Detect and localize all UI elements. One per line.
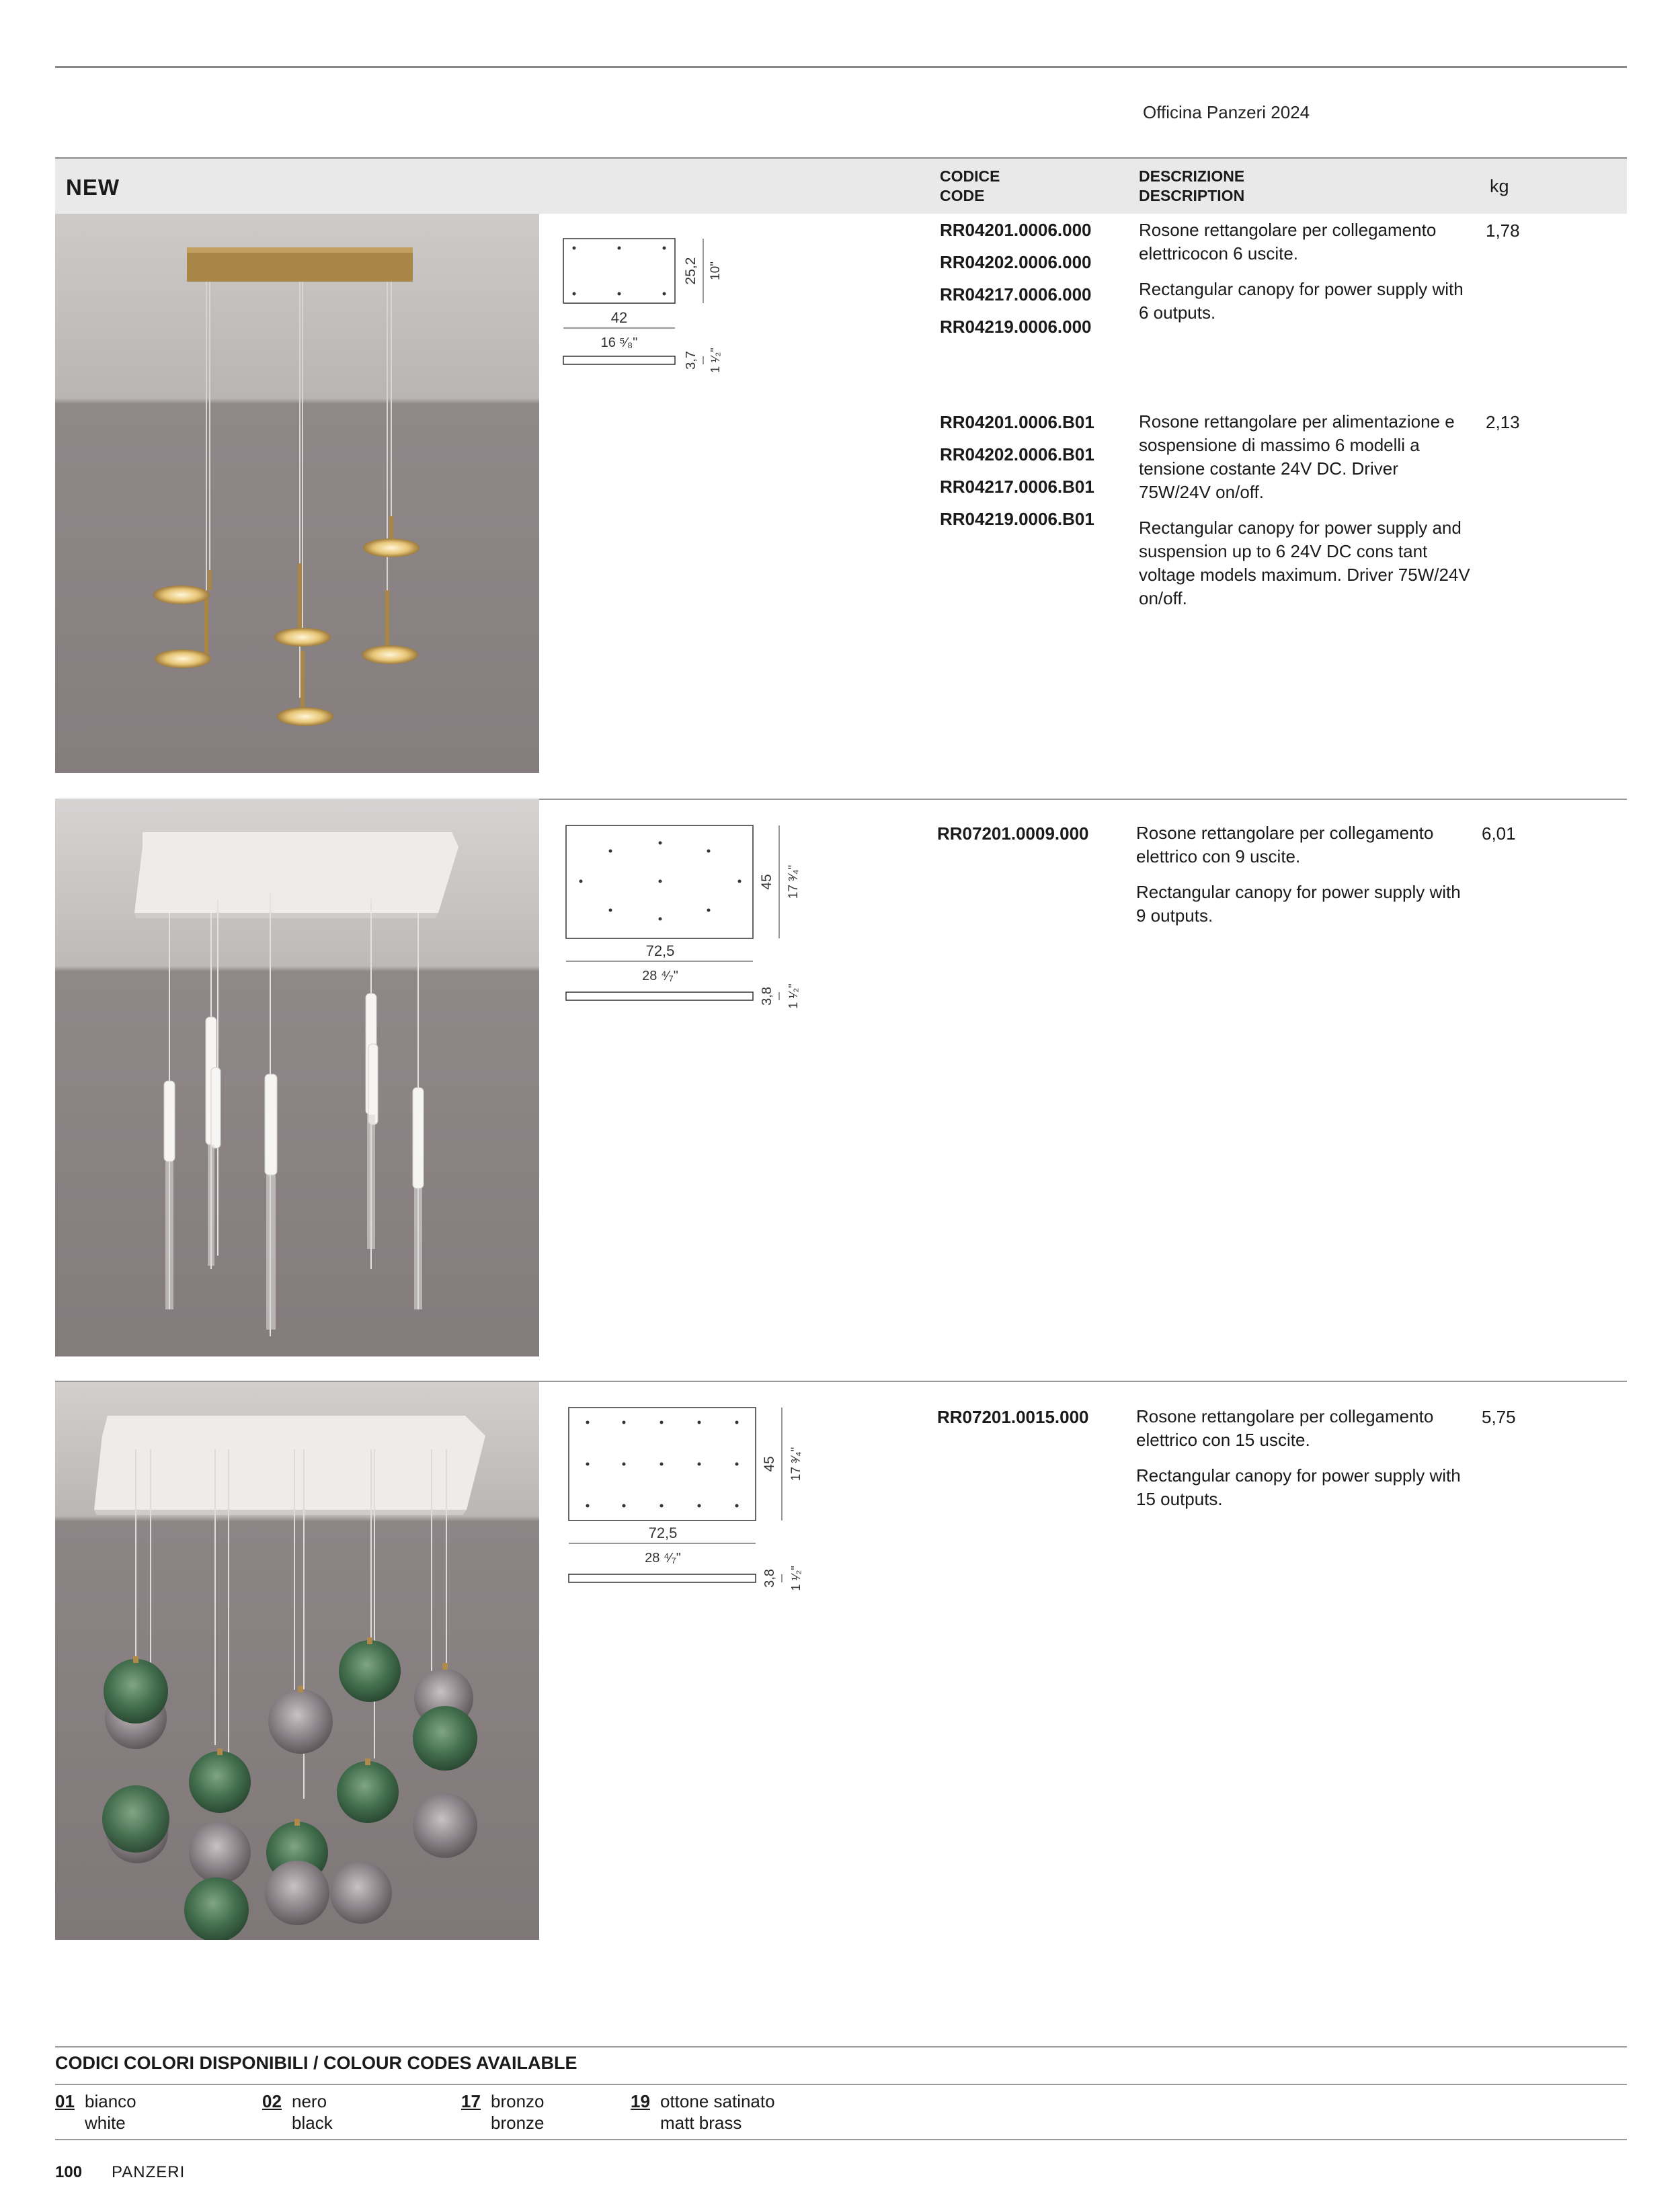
code-list bbox=[937, 1401, 1089, 1433]
product-weight: 1,78 bbox=[1486, 220, 1520, 241]
catalog-brand: Officina Panzeri 2024 bbox=[1143, 102, 1310, 122]
colour-code-number: 02 bbox=[262, 2091, 282, 2111]
description-en: Rectangular canopy for power supply with 6 outputs. bbox=[1139, 279, 1464, 323]
product-description bbox=[1136, 821, 1472, 940]
product-weight: 5,75 bbox=[1482, 1407, 1516, 1427]
drawing-depth-inches: 17 ³⁄₄" bbox=[787, 864, 801, 899]
product-description bbox=[1139, 410, 1475, 622]
colour-code-number: 19 bbox=[631, 2091, 650, 2111]
drawing-height-inches: 1 ¹⁄₂" bbox=[789, 1566, 803, 1591]
colour-codes-mid-rule bbox=[55, 2084, 1627, 2085]
code-list bbox=[940, 406, 1094, 535]
dimension-drawing-15-outputs bbox=[565, 1405, 827, 1600]
product-weight: 2,13 bbox=[1486, 412, 1520, 432]
product-description bbox=[1136, 1405, 1472, 1523]
dimension-drawing-9-outputs bbox=[562, 823, 824, 1018]
drawing-depth-inches: 10" bbox=[709, 261, 723, 280]
weight-column-header: kg bbox=[1490, 176, 1509, 196]
code-list bbox=[940, 214, 1092, 343]
product-description bbox=[1139, 218, 1475, 337]
drawing-height-inches: 1 ¹⁄₂" bbox=[709, 348, 722, 373]
colour-code-number: 01 bbox=[55, 2091, 75, 2111]
drawing-width: 42 bbox=[610, 309, 628, 326]
product-code: RR04202.0006.B01 bbox=[940, 444, 1094, 464]
product-code: RR04217.0006.000 bbox=[940, 284, 1092, 305]
colour-codes-bottom-rule bbox=[55, 2139, 1627, 2140]
product-code: RR07201.0009.000 bbox=[937, 823, 1089, 844]
product-code: RR04217.0006.B01 bbox=[940, 477, 1094, 497]
drawing-width-inches: 28 ⁴⁄₇" bbox=[645, 1551, 681, 1566]
code-header-en: CODE bbox=[940, 187, 985, 204]
product-code: RR04219.0006.000 bbox=[940, 317, 1092, 337]
colour-name-en: white bbox=[85, 2113, 126, 2133]
colour-name-en: matt brass bbox=[660, 2113, 742, 2133]
footer-brand: PANZERI bbox=[112, 2163, 186, 2181]
product-code: RR04201.0006.000 bbox=[940, 220, 1092, 240]
colour-name-it: ottone satinato bbox=[660, 2091, 775, 2111]
drawing-width-inches: 16 ⁵⁄₈" bbox=[600, 335, 638, 350]
description-en: Rectangular canopy for power supply and suspension up to 6 24V DC cons tant voltage models maximum. Driver 75W/24V on/off. bbox=[1139, 518, 1470, 608]
colour-name-it: nero bbox=[292, 2091, 327, 2111]
product-code: RR04219.0006.B01 bbox=[940, 509, 1094, 529]
colour-name-en: black bbox=[292, 2113, 333, 2133]
page-number: 100 bbox=[55, 2163, 83, 2181]
drawing-depth: 45 bbox=[759, 874, 774, 890]
description-it: Rosone rettangolare per alimentazione e sospensione di massimo 6 modelli a tensione costante 24V DC. Driver 75W/24V on/off. bbox=[1139, 411, 1455, 502]
code-column-header bbox=[940, 167, 1000, 206]
product-code: RR04201.0006.B01 bbox=[940, 412, 1094, 432]
drawing-width-inches: 28 ⁴⁄₇" bbox=[642, 969, 678, 983]
product-photo-6-rings bbox=[55, 214, 539, 773]
description-it: Rosone rettangolare per collegamento elettrico con 9 uscite. bbox=[1136, 823, 1434, 866]
drawing-width: 72,5 bbox=[648, 1525, 678, 1541]
colour-name-it: bianco bbox=[85, 2091, 136, 2111]
product-code: RR07201.0015.000 bbox=[937, 1407, 1089, 1427]
new-badge: NEW bbox=[66, 175, 120, 200]
code-header-it: CODICE bbox=[940, 167, 1000, 185]
product-photo-15-spheres bbox=[55, 1382, 539, 1940]
description-en: Rectangular canopy for power supply with 9 outputs. bbox=[1136, 882, 1461, 926]
drawing-depth: 45 bbox=[762, 1456, 777, 1472]
product-code: RR04202.0006.000 bbox=[940, 252, 1092, 272]
description-it: Rosone rettangolare per collegamento elettricocon 6 uscite. bbox=[1139, 220, 1437, 263]
drawing-height: 3,8 bbox=[762, 1569, 777, 1588]
description-it: Rosone rettangolare per collegamento elettrico con 15 uscite. bbox=[1136, 1406, 1434, 1450]
colour-codes-title: CODICI COLORI DISPONIBILI / COLOUR CODES AVAILABLE bbox=[55, 2053, 577, 2073]
drawing-depth: 25,2 bbox=[683, 257, 698, 285]
drawing-height: 3,7 bbox=[684, 351, 698, 370]
dimension-drawing-6-outputs bbox=[558, 229, 733, 383]
description-column-header bbox=[1139, 167, 1244, 206]
desc-header-it: DESCRIZIONE bbox=[1139, 167, 1245, 185]
product-photo-9-tubes bbox=[55, 799, 539, 1356]
colour-name-en: bronze bbox=[491, 2113, 545, 2133]
drawing-width: 72,5 bbox=[645, 942, 675, 959]
product-weight: 6,01 bbox=[1482, 823, 1516, 844]
drawing-depth-inches: 17 ³⁄₄" bbox=[789, 1447, 803, 1482]
code-list bbox=[937, 817, 1089, 850]
desc-header-en: DESCRIPTION bbox=[1139, 187, 1245, 204]
colour-name-it: bronzo bbox=[491, 2091, 545, 2111]
colour-codes-top-rule bbox=[55, 2046, 1627, 2047]
colour-code-number: 17 bbox=[461, 2091, 481, 2111]
drawing-height-inches: 1 ¹⁄₂" bbox=[787, 983, 800, 1009]
drawing-height: 3,8 bbox=[760, 987, 774, 1006]
top-rule bbox=[55, 66, 1627, 68]
table-header bbox=[55, 159, 1627, 214]
description-en: Rectangular canopy for power supply with 15 outputs. bbox=[1136, 1465, 1461, 1509]
